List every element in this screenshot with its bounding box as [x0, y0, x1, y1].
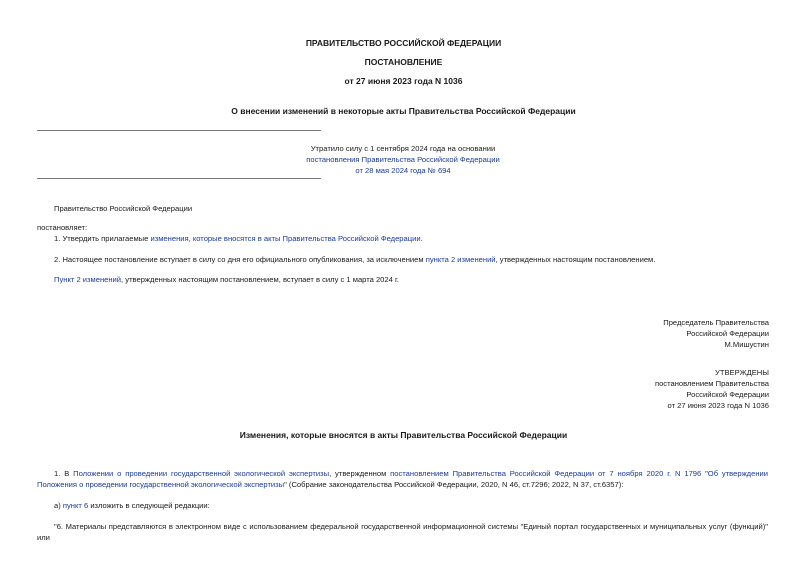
changes-item-1 [37, 468, 768, 490]
regulation-link[interactable]: Положении о проведении государственной экологической экспертизы [73, 469, 330, 478]
point-2-changes-link[interactable]: Пункт 2 изменений [54, 275, 122, 284]
document-title: О внесении изменений в некоторые акты Правительства Российской Федерации [231, 106, 576, 116]
paragraph-1-suffix: . [420, 234, 423, 243]
paragraph-1 [54, 233, 423, 244]
paragraph-3-suffix: , утвержденных настоящим постановлением, вступает в силу с 1 марта 2024 г. [121, 275, 399, 284]
approval-line-2: постановлением Правительства [654, 379, 769, 388]
paragraph-3 [54, 274, 399, 285]
divider-bottom [37, 178, 321, 179]
decree-1796-link[interactable]: постановлением Правительства Российской Федерации от 7 ноября 2020 г. N 1796 [390, 469, 702, 478]
item-1-source: " (Собрание законодательства Российской Федерации, 2020, N 46, ст.7296; 2022, N 37, ст.6357): [284, 480, 624, 489]
decrees-label: постановляет: [37, 223, 88, 232]
item-1-prefix: 1. В [54, 469, 74, 478]
signature-position: Председатель Правительства [663, 318, 769, 327]
paragraph-2-prefix: 2. Настоящее постановление вступает в силу со дня его официального опубликования, за исключением [54, 255, 426, 264]
approval-heading: УТВЕРЖДЕНЫ [715, 368, 769, 377]
repeal-notice-text: Утратило силу с 1 сентября 2024 года на основании [310, 144, 496, 153]
item-1-quote-open: " [701, 469, 708, 478]
signature-block [663, 317, 769, 350]
issuer: Правительство Российской Федерации [54, 204, 193, 213]
paragraph-2-suffix: , утвержденных настоящим постановлением. [495, 255, 656, 264]
document-date: от 27 июня 2023 года N 1036 [344, 76, 463, 86]
repeal-notice [200, 143, 606, 176]
government-name: ПРАВИТЕЛЬСТВО РОССИЙСКОЙ ФЕДЕРАЦИИ [305, 38, 502, 48]
paragraph-1-prefix: 1. Утвердить прилагаемые [54, 234, 151, 243]
approval-block [655, 367, 769, 411]
sub-item-a-suffix: изложить в следующей редакции: [88, 501, 210, 510]
changes-title: Изменения, которые вносятся в акты Правительства Российской Федерации [239, 430, 568, 440]
point-2-link[interactable]: пункта 2 изменений [425, 255, 496, 264]
document-type: ПОСТАНОВЛЕНИЕ [364, 57, 443, 67]
repeal-decree-date-link[interactable]: от 28 мая 2024 года № 694 [355, 166, 451, 175]
item-1-approved: , утвержденном [329, 469, 391, 478]
approval-date: от 27 июня 2023 года N 1036 [667, 401, 769, 410]
decree-title-link[interactable]: Об утверждении Положения о проведении государственной экологической экспертизы [37, 469, 768, 489]
paragraph-2 [54, 254, 655, 265]
point-6-link[interactable]: пункт 6 [62, 501, 89, 510]
divider-top [37, 130, 321, 131]
changes-link[interactable]: изменения, которые вносятся в акты Правительства Российской Федерации [150, 234, 421, 243]
sub-item-a [54, 500, 210, 511]
approval-line-3: Российской Федерации [686, 390, 769, 399]
repeal-decree-link[interactable]: постановления Правительства Российской Федерации [306, 155, 500, 164]
signature-organization: Российской Федерации [686, 329, 769, 338]
quoted-point-6: "6. Материалы представляются в электронном виде с использованием федеральной государственной информационной системы "Единый портал государственных и муниципальных услуг (функций)" или [37, 522, 768, 542]
signature-name: М.Мишустин [724, 340, 769, 349]
sub-item-a-prefix: а) [54, 501, 63, 510]
